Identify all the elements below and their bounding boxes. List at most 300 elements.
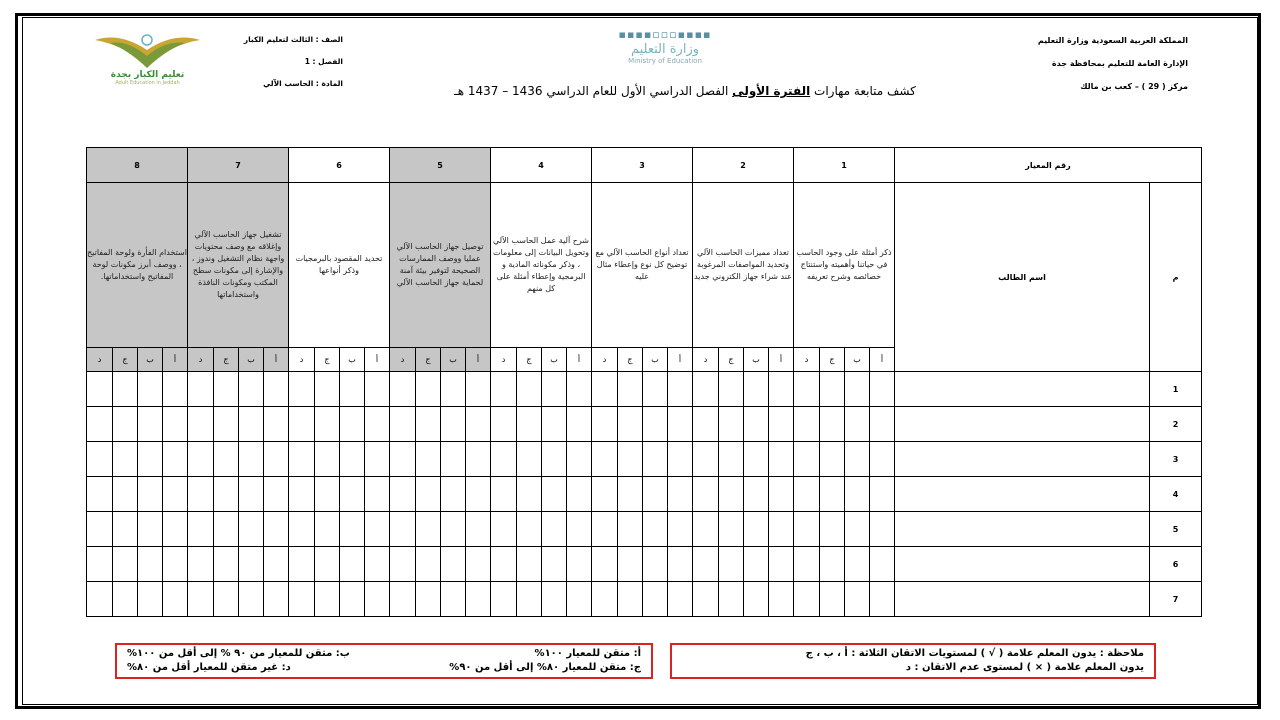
mark-cell[interactable] [845, 442, 870, 477]
mark-cell[interactable] [315, 407, 340, 442]
mark-cell[interactable] [264, 372, 289, 407]
mark-cell[interactable] [264, 477, 289, 512]
mark-cell[interactable] [491, 582, 517, 617]
mark-cell[interactable] [542, 547, 567, 582]
mark-cell[interactable] [870, 477, 895, 512]
mark-cell[interactable] [441, 372, 466, 407]
mark-cell[interactable] [214, 477, 239, 512]
mark-cell[interactable] [390, 407, 416, 442]
level-letter-c7-2: ب [239, 348, 264, 372]
mark-cell[interactable] [214, 547, 239, 582]
mark-cell[interactable] [693, 547, 719, 582]
mark-cell[interactable] [794, 407, 820, 442]
mark-cell[interactable] [542, 512, 567, 547]
mark-cell[interactable] [416, 372, 441, 407]
mark-cell[interactable] [239, 407, 264, 442]
mark-cell[interactable] [592, 582, 618, 617]
mark-cell[interactable] [416, 512, 441, 547]
mark-cell[interactable] [769, 547, 794, 582]
mark-cell[interactable] [315, 372, 340, 407]
mark-cell[interactable] [592, 477, 618, 512]
mark-cell[interactable] [719, 512, 744, 547]
mark-cell[interactable] [719, 372, 744, 407]
mark-cell[interactable] [441, 582, 466, 617]
mark-cell[interactable] [567, 372, 592, 407]
mark-cell[interactable] [517, 442, 542, 477]
mark-cell[interactable] [643, 407, 668, 442]
row-number: 3 [1150, 442, 1202, 477]
ministry-logo-en: Ministry of Education [628, 57, 702, 65]
mark-cell[interactable] [769, 582, 794, 617]
mark-cell[interactable] [416, 442, 441, 477]
mark-cell[interactable] [693, 477, 719, 512]
mark-cell[interactable] [138, 582, 163, 617]
row-number: 7 [1150, 582, 1202, 617]
mark-cell[interactable] [87, 442, 113, 477]
mark-cell[interactable] [87, 372, 113, 407]
mark-cell[interactable] [618, 582, 643, 617]
student-name-cell[interactable] [895, 477, 1150, 512]
mark-cell[interactable] [138, 442, 163, 477]
student-name-cell[interactable] [895, 512, 1150, 547]
level-letter-c4-1: أ [567, 348, 592, 372]
mark-cell[interactable] [769, 442, 794, 477]
mark-cell[interactable] [466, 477, 491, 512]
mark-cell[interactable] [618, 512, 643, 547]
mark-cell[interactable] [441, 442, 466, 477]
level-letter-c5-2: ب [441, 348, 466, 372]
mark-cell[interactable] [491, 477, 517, 512]
mark-cell[interactable] [820, 512, 845, 547]
mark-cell[interactable] [643, 372, 668, 407]
mark-cell[interactable] [592, 407, 618, 442]
mark-cell[interactable] [390, 372, 416, 407]
mark-cell[interactable] [794, 512, 820, 547]
mark-cell[interactable] [188, 407, 214, 442]
mark-cell[interactable] [441, 547, 466, 582]
level-letter-c3-4: د [592, 348, 618, 372]
mark-cell[interactable] [592, 372, 618, 407]
mark-cell[interactable] [744, 582, 769, 617]
mark-cell[interactable] [113, 512, 138, 547]
mark-cell[interactable] [567, 547, 592, 582]
mark-cell[interactable] [340, 477, 365, 512]
criterion-num-2: 2 [693, 148, 794, 183]
mark-cell[interactable] [315, 582, 340, 617]
mark-cell[interactable] [744, 407, 769, 442]
adult-education-logo [90, 30, 205, 110]
note-marking-line-1: ملاحظة : يدون المعلم علامة ( √ ) لمستويات الاتقان الثلاثة : أ ، ب ، ج [805, 648, 1144, 659]
level-letter-c6-3: ج [315, 348, 340, 372]
mark-cell[interactable] [441, 477, 466, 512]
mark-cell[interactable] [113, 442, 138, 477]
mark-cell[interactable] [719, 582, 744, 617]
mark-cell[interactable] [744, 372, 769, 407]
mark-cell[interactable] [618, 477, 643, 512]
mark-cell[interactable] [643, 582, 668, 617]
mark-cell[interactable] [668, 547, 693, 582]
mark-cell[interactable] [618, 442, 643, 477]
mark-cell[interactable] [315, 512, 340, 547]
mark-cell[interactable] [820, 407, 845, 442]
criteria-number-row [87, 148, 1202, 183]
mark-cell[interactable] [163, 477, 188, 512]
header-section: الفصل : 1 [304, 57, 343, 66]
mark-cell[interactable] [466, 372, 491, 407]
mark-cell[interactable] [188, 582, 214, 617]
title-period: الفترة الأولى [732, 84, 811, 98]
ministry-logo [565, 30, 765, 70]
mark-cell[interactable] [744, 512, 769, 547]
mark-cell[interactable] [188, 442, 214, 477]
header-center: مركز ( 29 ) – كعب بن مالك [1080, 82, 1188, 91]
mark-cell[interactable] [214, 512, 239, 547]
mark-cell[interactable] [517, 372, 542, 407]
mark-cell[interactable] [441, 407, 466, 442]
mark-cell[interactable] [643, 547, 668, 582]
row-number: 2 [1150, 407, 1202, 442]
mark-cell[interactable] [870, 547, 895, 582]
note-marking-line-2: يدون المعلم علامة ( × ) لمستوى عدم الاتقان : د [905, 662, 1144, 673]
mark-cell[interactable] [517, 582, 542, 617]
mark-cell[interactable] [113, 407, 138, 442]
mark-cell[interactable] [390, 547, 416, 582]
mark-cell[interactable] [618, 372, 643, 407]
mark-cell[interactable] [794, 477, 820, 512]
mark-cell[interactable] [113, 547, 138, 582]
mark-cell[interactable] [845, 582, 870, 617]
level-letter-c1-3: ج [820, 348, 845, 372]
mark-cell[interactable] [340, 372, 365, 407]
title-post: الفصل الدراسي الأول للعام الدراسي 1436 – 1437 هـ [454, 84, 733, 98]
skills-table [86, 147, 1202, 617]
criterion-label: رقم المعيار [895, 148, 1202, 183]
mark-cell[interactable] [264, 407, 289, 442]
mark-cell[interactable] [315, 477, 340, 512]
mark-cell[interactable] [188, 512, 214, 547]
level-letter-c6-1: أ [365, 348, 390, 372]
criterion-desc-1: ذكر أمثلة على وجود الحاسب في حياتنا وأهميته واستنتاج خصائصه وشرح تعريفه [794, 183, 895, 348]
level-c: ج: متقن للمعيار ٨٠% إلى أقل من ٩٠% [449, 662, 641, 673]
mark-cell[interactable] [592, 442, 618, 477]
adult-logo-ar: تعليم الكبار بجدة [110, 70, 185, 80]
mark-cell[interactable] [416, 582, 441, 617]
mark-cell[interactable] [188, 372, 214, 407]
mark-cell[interactable] [239, 582, 264, 617]
level-letter-c2-1: أ [769, 348, 794, 372]
mark-cell[interactable] [592, 547, 618, 582]
mark-cell[interactable] [491, 547, 517, 582]
mark-cell[interactable] [719, 407, 744, 442]
mark-cell[interactable] [769, 407, 794, 442]
mark-cell[interactable] [794, 372, 820, 407]
mark-cell[interactable] [845, 372, 870, 407]
mark-cell[interactable] [365, 512, 390, 547]
mark-cell[interactable] [138, 372, 163, 407]
mark-cell[interactable] [567, 407, 592, 442]
mark-cell[interactable] [567, 512, 592, 547]
mark-cell[interactable] [163, 372, 188, 407]
mark-cell[interactable] [820, 547, 845, 582]
mark-cell[interactable] [542, 372, 567, 407]
mark-cell[interactable] [264, 582, 289, 617]
mark-cell[interactable] [517, 477, 542, 512]
mark-cell[interactable] [315, 547, 340, 582]
mark-cell[interactable] [870, 407, 895, 442]
student-name-cell[interactable] [895, 442, 1150, 477]
student-row [87, 442, 1202, 477]
mark-cell[interactable] [416, 477, 441, 512]
mark-cell[interactable] [289, 512, 315, 547]
book-wings-icon [90, 30, 205, 74]
mark-cell[interactable] [289, 547, 315, 582]
mark-cell[interactable] [390, 582, 416, 617]
mark-cell[interactable] [188, 547, 214, 582]
mark-cell[interactable] [668, 407, 693, 442]
student-name-label: اسم الطالب [895, 183, 1150, 372]
mark-cell[interactable] [365, 477, 390, 512]
mark-cell[interactable] [390, 477, 416, 512]
criterion-num-1: 1 [794, 148, 895, 183]
level-letter-c1-1: أ [870, 348, 895, 372]
mark-cell[interactable] [87, 407, 113, 442]
mark-cell[interactable] [693, 372, 719, 407]
criterion-desc-4: شرح آلية عمل الحاسب الآلي وتحويل البيانات إلى معلومات ، وذكر مكوناته المادية و البرمجية وإعطاء أمثلة على كل منهم [491, 183, 592, 348]
mark-cell[interactable] [845, 477, 870, 512]
mark-cell[interactable] [618, 547, 643, 582]
mark-cell[interactable] [416, 547, 441, 582]
m-label: م [1150, 183, 1202, 372]
student-row [87, 582, 1202, 617]
mark-cell[interactable] [643, 442, 668, 477]
mark-cell[interactable] [239, 477, 264, 512]
header-right [958, 34, 1188, 103]
title-pre: كشف متابعة مهارات [810, 84, 916, 98]
mark-cell[interactable] [138, 407, 163, 442]
mark-cell[interactable] [491, 407, 517, 442]
mark-cell[interactable] [87, 547, 113, 582]
mark-cell[interactable] [693, 512, 719, 547]
mark-cell[interactable] [87, 477, 113, 512]
ministry-logo-mark: ▪▪▪▪▫▫▫▪▪▪▪ [618, 28, 712, 41]
mark-cell[interactable] [744, 477, 769, 512]
mark-cell[interactable] [769, 512, 794, 547]
mark-cell[interactable] [542, 407, 567, 442]
mark-cell[interactable] [668, 512, 693, 547]
mark-cell[interactable] [214, 582, 239, 617]
level-letter-c2-4: د [693, 348, 719, 372]
mark-cell[interactable] [365, 372, 390, 407]
mark-cell[interactable] [87, 582, 113, 617]
mark-cell[interactable] [870, 512, 895, 547]
mark-cell[interactable] [466, 547, 491, 582]
mark-cell[interactable] [769, 477, 794, 512]
mark-cell[interactable] [870, 442, 895, 477]
level-letter-c5-1: أ [466, 348, 491, 372]
level-letter-c6-4: د [289, 348, 315, 372]
level-letter-c5-3: ج [416, 348, 441, 372]
mark-cell[interactable] [820, 582, 845, 617]
mark-cell[interactable] [693, 582, 719, 617]
mark-cell[interactable] [365, 442, 390, 477]
level-letter-c1-4: د [794, 348, 820, 372]
mark-cell[interactable] [845, 407, 870, 442]
level-letter-c4-4: د [491, 348, 517, 372]
mark-cell[interactable] [138, 547, 163, 582]
mark-cell[interactable] [693, 442, 719, 477]
mark-cell[interactable] [163, 407, 188, 442]
row-number: 1 [1150, 372, 1202, 407]
mark-cell[interactable] [113, 372, 138, 407]
mark-cell[interactable] [794, 442, 820, 477]
student-name-cell[interactable] [895, 407, 1150, 442]
mark-cell[interactable] [340, 512, 365, 547]
mark-cell[interactable] [188, 477, 214, 512]
mark-cell[interactable] [769, 372, 794, 407]
mark-cell[interactable] [466, 512, 491, 547]
level-letter-c2-3: ج [719, 348, 744, 372]
mark-cell[interactable] [668, 477, 693, 512]
mark-cell[interactable] [239, 547, 264, 582]
mark-cell[interactable] [340, 407, 365, 442]
mark-cell[interactable] [214, 407, 239, 442]
mark-cell[interactable] [643, 512, 668, 547]
level-a: أ: متقن للمعيار ١٠٠% [534, 648, 641, 659]
mark-cell[interactable] [289, 407, 315, 442]
mark-cell[interactable] [542, 582, 567, 617]
mark-cell[interactable] [138, 477, 163, 512]
mark-cell[interactable] [289, 442, 315, 477]
mark-cell[interactable] [668, 372, 693, 407]
row-number: 4 [1150, 477, 1202, 512]
mark-cell[interactable] [668, 442, 693, 477]
mark-cell[interactable] [163, 582, 188, 617]
mark-cell[interactable] [491, 442, 517, 477]
mark-cell[interactable] [820, 372, 845, 407]
mark-cell[interactable] [693, 407, 719, 442]
mark-cell[interactable] [239, 442, 264, 477]
page-title [440, 84, 930, 98]
level-letter-c8-4: د [87, 348, 113, 372]
level-b: ب: متقن للمعيار من ٩٠ % إلى أقل من ١٠٠% [127, 648, 350, 659]
mark-cell[interactable] [517, 407, 542, 442]
level-letter-c6-2: ب [340, 348, 365, 372]
mark-cell[interactable] [870, 372, 895, 407]
mark-cell[interactable] [87, 512, 113, 547]
mark-cell[interactable] [264, 512, 289, 547]
mark-cell[interactable] [340, 582, 365, 617]
mark-cell[interactable] [845, 512, 870, 547]
level-letter-c3-2: ب [643, 348, 668, 372]
mark-cell[interactable] [466, 582, 491, 617]
mark-cell[interactable] [289, 582, 315, 617]
note-levels [115, 643, 653, 679]
mark-cell[interactable] [870, 582, 895, 617]
level-letter-c1-2: ب [845, 348, 870, 372]
criterion-num-8: 8 [87, 148, 188, 183]
mark-cell[interactable] [113, 477, 138, 512]
mark-cell[interactable] [517, 547, 542, 582]
note-levels-row-2 [127, 661, 641, 675]
mark-cell[interactable] [113, 582, 138, 617]
student-name-cell[interactable] [895, 372, 1150, 407]
mark-cell[interactable] [239, 372, 264, 407]
level-letter-c8-2: ب [138, 348, 163, 372]
mark-cell[interactable] [567, 582, 592, 617]
mark-cell[interactable] [441, 512, 466, 547]
mark-cell[interactable] [138, 512, 163, 547]
mark-cell[interactable] [845, 547, 870, 582]
note-marking [670, 643, 1156, 679]
student-row [87, 407, 1202, 442]
mark-cell[interactable] [719, 442, 744, 477]
mark-cell[interactable] [567, 442, 592, 477]
mark-cell[interactable] [592, 512, 618, 547]
mark-cell[interactable] [365, 407, 390, 442]
mark-cell[interactable] [214, 442, 239, 477]
mark-cell[interactable] [794, 582, 820, 617]
student-row [87, 547, 1202, 582]
mark-cell[interactable] [618, 407, 643, 442]
mark-cell[interactable] [340, 547, 365, 582]
mark-cell[interactable] [365, 582, 390, 617]
mark-cell[interactable] [794, 547, 820, 582]
mark-cell[interactable] [719, 547, 744, 582]
level-letter-c3-3: ج [618, 348, 643, 372]
criteria-desc-row [87, 183, 1202, 348]
student-name-cell[interactable] [895, 582, 1150, 617]
mark-cell[interactable] [163, 442, 188, 477]
mark-cell[interactable] [340, 442, 365, 477]
criterion-num-3: 3 [592, 148, 693, 183]
mark-cell[interactable] [744, 442, 769, 477]
student-name-cell[interactable] [895, 547, 1150, 582]
mark-cell[interactable] [365, 547, 390, 582]
mark-cell[interactable] [567, 477, 592, 512]
mark-cell[interactable] [466, 442, 491, 477]
mark-cell[interactable] [390, 442, 416, 477]
criterion-num-5: 5 [390, 148, 491, 183]
mark-cell[interactable] [214, 372, 239, 407]
mark-cell[interactable] [416, 407, 441, 442]
mark-cell[interactable] [719, 477, 744, 512]
mark-cell[interactable] [163, 512, 188, 547]
mark-cell[interactable] [163, 547, 188, 582]
mark-cell[interactable] [315, 442, 340, 477]
mark-cell[interactable] [542, 442, 567, 477]
criterion-desc-6: تحديد المقصود بالبرمجيات وذكر أنواعها [289, 183, 390, 348]
mark-cell[interactable] [643, 477, 668, 512]
note-levels-row-1 [127, 647, 641, 661]
student-row [87, 477, 1202, 512]
student-row [87, 372, 1202, 407]
mark-cell[interactable] [668, 582, 693, 617]
mark-cell[interactable] [744, 547, 769, 582]
mark-cell[interactable] [542, 477, 567, 512]
mark-cell[interactable] [820, 477, 845, 512]
mark-cell[interactable] [264, 547, 289, 582]
mark-cell[interactable] [239, 512, 264, 547]
mark-cell[interactable] [517, 512, 542, 547]
mark-cell[interactable] [466, 407, 491, 442]
mark-cell[interactable] [820, 442, 845, 477]
mark-cell[interactable] [390, 512, 416, 547]
mark-cell[interactable] [264, 442, 289, 477]
mark-cell[interactable] [289, 372, 315, 407]
mark-cell[interactable] [289, 477, 315, 512]
mark-cell[interactable] [491, 512, 517, 547]
mark-cell[interactable] [491, 372, 517, 407]
